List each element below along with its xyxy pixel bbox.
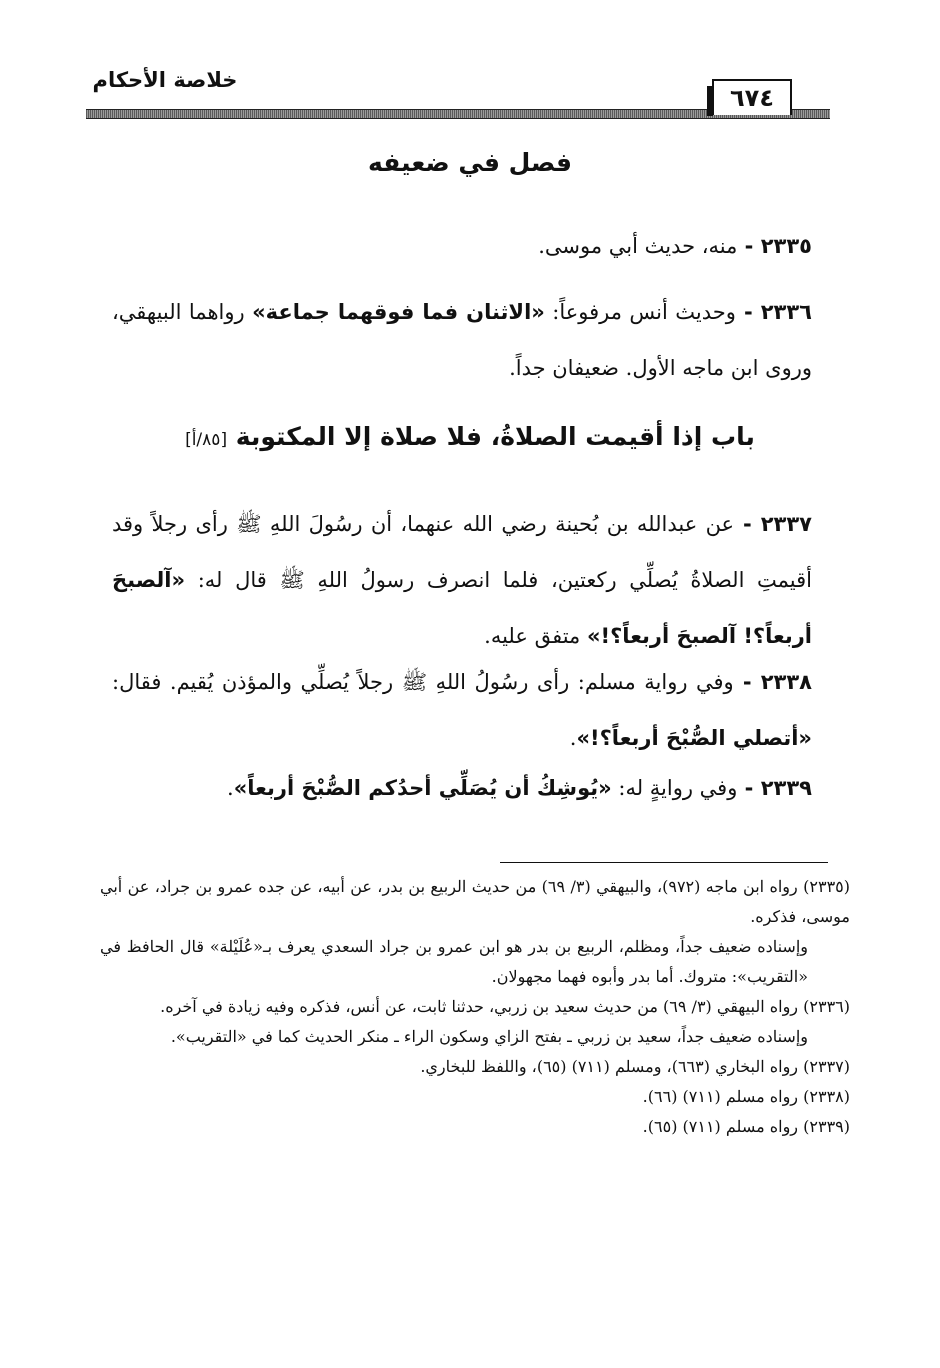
hadith-dash: - (737, 776, 761, 800)
manuscript-folio-ref: [٨٥/أ] (185, 430, 228, 450)
running-header-title: خلاصة الأحكام (92, 68, 238, 92)
hadith-number: ٢٣٣٦ (760, 300, 812, 324)
hadith-2339 (112, 760, 812, 816)
hadith-quote: «الاثنان فما فوقهما جماعة» (252, 300, 545, 324)
hadith-text: وحديث أنس مرفوعاً: (552, 300, 736, 324)
footnote-2336-note: وإسناده ضعيف جداً، سعيد بن زربي ـ بفتح الزاي وسكون الراء ـ منكر الحديث كما في «التقريب». (170, 1027, 808, 1046)
hadith-text: وفي رواية مسلم: رأى رسُولُ اللهِ ﷺ رجلاً يُصلِّي والمؤذن يُقيم. فقال: (112, 670, 734, 694)
footnote-2339 (100, 1112, 850, 1142)
footnote-separator (500, 862, 828, 863)
footnote-text: رواه البيهقي (٣/ ٦٩) من حديث سعيد بن زربي، حدثنا ثابت، عن أنس، فذكره وفيه زيادة في آخره. (160, 997, 799, 1016)
footnote-2336 (100, 992, 850, 1022)
hadith-dash: - (737, 234, 761, 258)
footnote-text: رواه ابن ماجه (٩٧٢)، والبيهقي (٣/ ٦٩) من حديث الربيع بن بدر، عن أبيه، عن جده عمرو بن جراد، عن أبي موسى، فذكره. (100, 877, 850, 926)
hadith-dash: - (735, 300, 761, 324)
chapter-heading (140, 422, 800, 451)
hadith-2338 (112, 654, 812, 766)
hadith-2335 (112, 218, 812, 274)
hadith-text: منه، حديث أبي موسى. (538, 234, 738, 258)
hadith-dash: - (733, 670, 761, 694)
hadith-quote: «آلصبحَ أربعاً؟! آلصبحَ أربعاً؟!» (112, 568, 812, 648)
footnote-text: رواه البخاري (٦٦٣)، ومسلم (٧١١) (٦٥)، واللفظ للبخاري. (420, 1057, 799, 1076)
footnote-2335-note: وإسناده ضعيف جداً، ومظلم، الربيع بن بدر هو ابن عمرو بن جراد السعدي يعرف بـ«عُلَيْلة» قال الحافظ في «التقريب»: متروك. أما بدر وأبوه فهما مجهولان. (100, 937, 808, 986)
footnote-number: (٢٣٣٩) (803, 1117, 850, 1136)
footnote-text: رواه مسلم (٧١١) (٦٥). (642, 1117, 799, 1136)
hadith-quote: «يُوشِكُ أن يُصَلِّي أحدُكم الصُّبْحَ أربعاً» (233, 776, 612, 800)
hadith-text-after: . (227, 776, 234, 800)
page-number: ٦٧٤ (712, 79, 792, 115)
footnote-2337 (100, 1052, 850, 1082)
footnote-number: (٢٣٣٧) (803, 1057, 850, 1076)
hadith-quote: «أتصلي الصُّبْحَ أربعاً؟!» (576, 726, 812, 750)
hadith-dash: - (734, 512, 761, 536)
hadith-number: ٢٣٣٧ (760, 512, 812, 536)
footnote-number: (٢٣٣٦) (803, 997, 850, 1016)
hadith-number: ٢٣٣٨ (760, 670, 812, 694)
hadith-number: ٢٣٣٥ (760, 234, 812, 258)
hadith-2337 (112, 496, 812, 664)
hadith-text-after: رواهما البيهقي، وروى ابن ماجه الأول. ضعيفان جداً. (112, 300, 812, 380)
section-heading: فصل في ضعيفه (367, 148, 573, 177)
footnote-number: (٢٣٣٥) (803, 877, 850, 896)
hadith-2336 (112, 284, 812, 396)
footnote-text: رواه مسلم (٧١١) (٦٦). (642, 1087, 799, 1106)
chapter-title: باب إذا أقيمت الصلاةُ، فلا صلاة إلا المكتوبة (235, 422, 755, 451)
footnotes (100, 872, 850, 1142)
footnote-2335 (100, 872, 850, 932)
hadith-text-after: متفق عليه. (484, 624, 581, 648)
hadith-text: عن عبدالله بن بُحينة رضي الله عنهما، أن رسُولَ اللهِ ﷺ رأى رجلاً وقد أقيمتِ الصلاةُ يُصلِّي ركعتين، فلما انصرف رسولُ اللهِ ﷺ قال له: (112, 512, 812, 592)
footnote-2338 (100, 1082, 850, 1112)
hadith-text: وفي روايةٍ له: (618, 776, 738, 800)
hadith-text-after: . (569, 726, 577, 750)
footnote-number: (٢٣٣٨) (803, 1087, 850, 1106)
hadith-number: ٢٣٣٩ (760, 776, 812, 800)
